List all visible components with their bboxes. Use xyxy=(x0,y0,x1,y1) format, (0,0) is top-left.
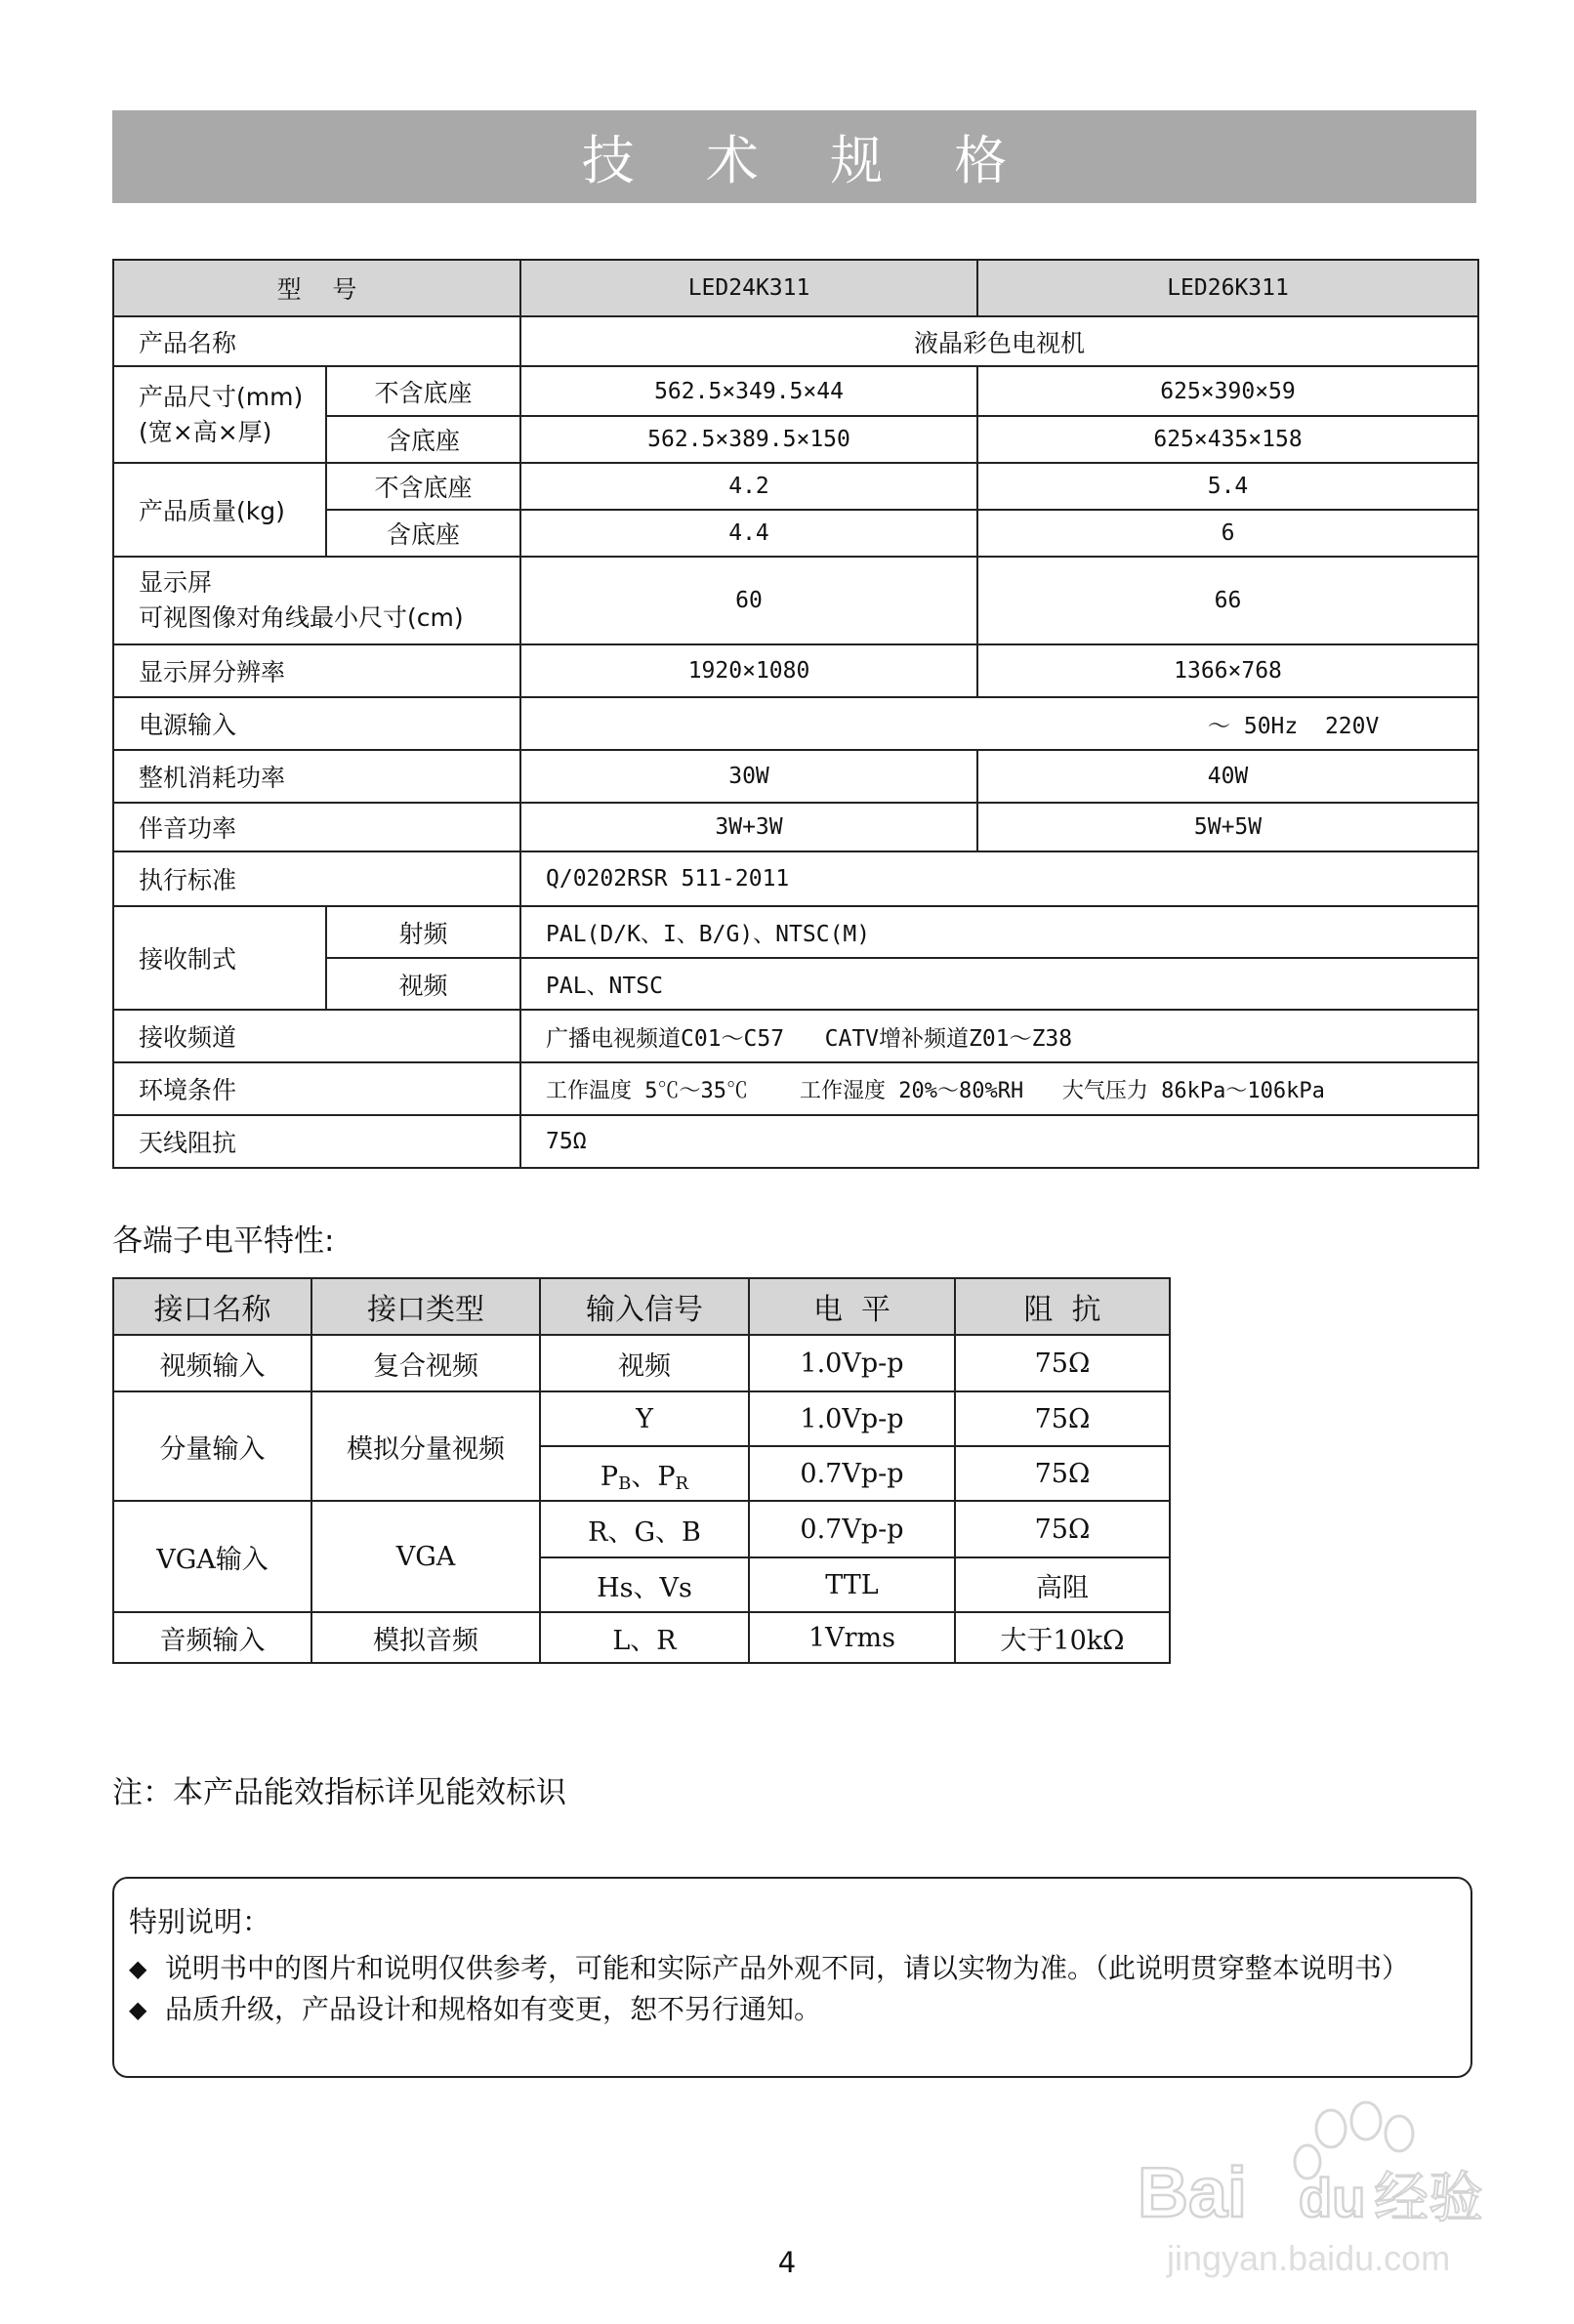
watermark-cn: 经验 xyxy=(1374,2167,1483,2230)
m2-consumption: 40W xyxy=(977,750,1478,803)
special-notice-item xyxy=(129,1948,1453,1989)
pb-sub: B xyxy=(618,1473,632,1494)
consumption-row xyxy=(113,750,1478,803)
resolution-row xyxy=(113,644,1478,697)
m2-audio-power: 5W+5W xyxy=(977,803,1478,851)
audio-power-row xyxy=(113,803,1478,851)
spec-table xyxy=(112,259,1479,1169)
channels-label: 接收频道 xyxy=(113,1010,520,1062)
terminal-header-row xyxy=(113,1278,1170,1335)
m2-resolution: 1366×768 xyxy=(977,644,1478,697)
video-input-impedance: 75Ω xyxy=(955,1335,1170,1391)
watermark-brand2: du xyxy=(1299,2167,1366,2228)
size-no-stand-label: 不含底座 xyxy=(326,366,520,416)
standard-row xyxy=(113,851,1478,906)
header-interface-type: 接口类型 xyxy=(311,1278,540,1335)
environment-value: 工作温度 5℃～35℃ 工作湿度 20%～80%RH 大气压力 86kPa～106kPa xyxy=(520,1062,1478,1115)
component-row-1 xyxy=(113,1391,1170,1446)
antenna-value: 75Ω xyxy=(520,1115,1478,1168)
m2-weight-with-stand: 6 xyxy=(977,510,1478,557)
vga-rgb-level: 0.7Vp-p xyxy=(749,1501,955,1557)
m1-weight-no-stand: 4.2 xyxy=(520,463,977,510)
vga-row-1 xyxy=(113,1501,1170,1557)
terminal-table xyxy=(112,1277,1171,1664)
reception-rf-value: PAL(D/K、I、B/G)、NTSC(M) xyxy=(520,906,1478,958)
screen-label-line1: 显示屏 xyxy=(139,568,213,597)
environment-label: 环境条件 xyxy=(113,1062,520,1115)
diamond-bullet-icon: ◆ xyxy=(129,1996,147,2023)
header-interface-name: 接口名称 xyxy=(113,1278,311,1335)
standard-value: Q/0202RSR 511-2011 xyxy=(520,851,1478,906)
pbpr-sep: 、 xyxy=(631,1461,658,1492)
vga-sync-impedance: 高阻 xyxy=(955,1557,1170,1612)
video-input-signal: 视频 xyxy=(540,1335,749,1391)
size-with-stand-label: 含底座 xyxy=(326,416,520,463)
size-label xyxy=(113,366,326,463)
m1-weight-with-stand: 4.4 xyxy=(520,510,977,557)
video-input-type: 复合视频 xyxy=(311,1335,540,1391)
audio-input-impedance: 大于10kΩ xyxy=(955,1612,1170,1663)
product-name-row xyxy=(113,316,1478,366)
vga-rgb-signal: R、G、B xyxy=(540,1501,749,1557)
component-y-signal: Y xyxy=(540,1391,749,1446)
component-pbpr-signal xyxy=(540,1446,749,1501)
m1-size-with-stand: 562.5×389.5×150 xyxy=(520,416,977,463)
special-notice-box xyxy=(112,1877,1472,2078)
channels-row xyxy=(113,1010,1478,1062)
diamond-bullet-icon: ◆ xyxy=(129,1955,147,1982)
video-input-level: 1.0Vp-p xyxy=(749,1335,955,1391)
power-input-row xyxy=(113,697,1478,750)
reception-video-value: PAL、NTSC xyxy=(520,958,1478,1010)
product-name-label: 产品名称 xyxy=(113,316,520,366)
reception-video-label: 视频 xyxy=(326,958,520,1010)
page-number: 4 xyxy=(777,2246,797,2279)
power-input-label: 电源输入 xyxy=(113,697,520,750)
header-impedance: 阻 抗 xyxy=(955,1278,1170,1335)
size-label-line1: 产品尺寸(mm) xyxy=(139,382,304,411)
vga-input-type: VGA xyxy=(311,1501,540,1612)
model1-name: LED24K311 xyxy=(520,260,977,316)
component-y-impedance: 75Ω xyxy=(955,1391,1170,1446)
vga-sync-level: TTL xyxy=(749,1557,955,1612)
vga-rgb-impedance: 75Ω xyxy=(955,1501,1170,1557)
m2-size-with-stand: 625×435×158 xyxy=(977,416,1478,463)
screen-row xyxy=(113,557,1478,644)
pr-sub: R xyxy=(675,1473,689,1494)
screen-label xyxy=(113,557,520,644)
special-notice-item xyxy=(129,1989,1453,2030)
m1-audio-power: 3W+3W xyxy=(520,803,977,851)
product-name-value: 液晶彩色电视机 xyxy=(520,316,1478,366)
weight-with-stand-label: 含底座 xyxy=(326,510,520,557)
title-bar xyxy=(112,110,1476,203)
vga-input-name: VGA输入 xyxy=(113,1501,311,1612)
audio-input-type: 模拟音频 xyxy=(311,1612,540,1663)
component-y-level: 1.0Vp-p xyxy=(749,1391,955,1446)
size-row-1 xyxy=(113,366,1478,416)
size-label-line2: (宽×高×厚) xyxy=(139,417,272,446)
weight-label: 产品质量(kg) xyxy=(113,463,326,557)
video-input-row xyxy=(113,1335,1170,1391)
header-level: 电 平 xyxy=(749,1278,955,1335)
m1-screen-size: 60 xyxy=(520,557,977,644)
header-input-signal: 输入信号 xyxy=(540,1278,749,1335)
m1-resolution: 1920×1080 xyxy=(520,644,977,697)
component-input-type: 模拟分量视频 xyxy=(311,1391,540,1501)
model-label: 型 号 xyxy=(113,260,520,316)
power-input-value: ～ 50Hz 220V xyxy=(520,697,1478,750)
m1-size-no-stand: 562.5×349.5×44 xyxy=(520,366,977,416)
reception-rf-label: 射频 xyxy=(326,906,520,958)
environment-row xyxy=(113,1062,1478,1115)
weight-no-stand-label: 不含底座 xyxy=(326,463,520,510)
special-notice-text-1: 说明书中的图片和说明仅供参考，可能和实际产品外观不同，请以实物为准。（此说明贯穿整本说明书） xyxy=(165,1952,1410,1984)
weight-row-1 xyxy=(113,463,1478,510)
audio-power-label: 伴音功率 xyxy=(113,803,520,851)
model2-name: LED26K311 xyxy=(977,260,1478,316)
watermark-url: jingyan.baidu.com xyxy=(1167,2238,1451,2278)
video-input-name: 视频输入 xyxy=(113,1335,311,1391)
component-pbpr-level: 0.7Vp-p xyxy=(749,1446,955,1501)
antenna-row xyxy=(113,1115,1478,1168)
m1-consumption: 30W xyxy=(520,750,977,803)
audio-input-name: 音频输入 xyxy=(113,1612,311,1663)
standard-label: 执行标准 xyxy=(113,851,520,906)
pb-letter: P xyxy=(600,1461,619,1492)
spec-header-row xyxy=(113,260,1478,316)
audio-input-level: 1Vrms xyxy=(749,1612,955,1663)
component-input-name: 分量输入 xyxy=(113,1391,311,1501)
m2-weight-no-stand: 5.4 xyxy=(977,463,1478,510)
terminal-section-title: 各端子电平特性: xyxy=(112,1224,335,1259)
component-pbpr-impedance: 75Ω xyxy=(955,1446,1170,1501)
audio-input-row xyxy=(113,1612,1170,1663)
special-notice-text-2: 品质升级，产品设计和规格如有变更，恕不另行通知。 xyxy=(165,1993,822,2025)
reception-label: 接收制式 xyxy=(113,906,326,1010)
reception-rf-row xyxy=(113,906,1478,958)
channels-value: 广播电视频道C01～C57 CATV增补频道Z01～Z38 xyxy=(520,1010,1478,1062)
resolution-label: 显示屏分辨率 xyxy=(113,644,520,697)
special-notice-title: 特别说明： xyxy=(129,1905,271,1938)
screen-label-line2: 可视图像对角线最小尺寸(cm) xyxy=(139,603,464,632)
audio-input-signal: L、R xyxy=(540,1612,749,1663)
page-title: 技 术 规 格 xyxy=(581,130,1035,191)
watermark-brand: Bai xyxy=(1138,2154,1248,2232)
energy-note: 注：本产品能效指标详见能效标识 xyxy=(112,1775,566,1810)
m2-size-no-stand: 625×390×59 xyxy=(977,366,1478,416)
pr-letter: P xyxy=(657,1461,676,1492)
antenna-label: 天线阻抗 xyxy=(113,1115,520,1168)
consumption-label: 整机消耗功率 xyxy=(113,750,520,803)
m2-screen-size: 66 xyxy=(977,557,1478,644)
vga-sync-signal: Hs、Vs xyxy=(540,1557,749,1612)
